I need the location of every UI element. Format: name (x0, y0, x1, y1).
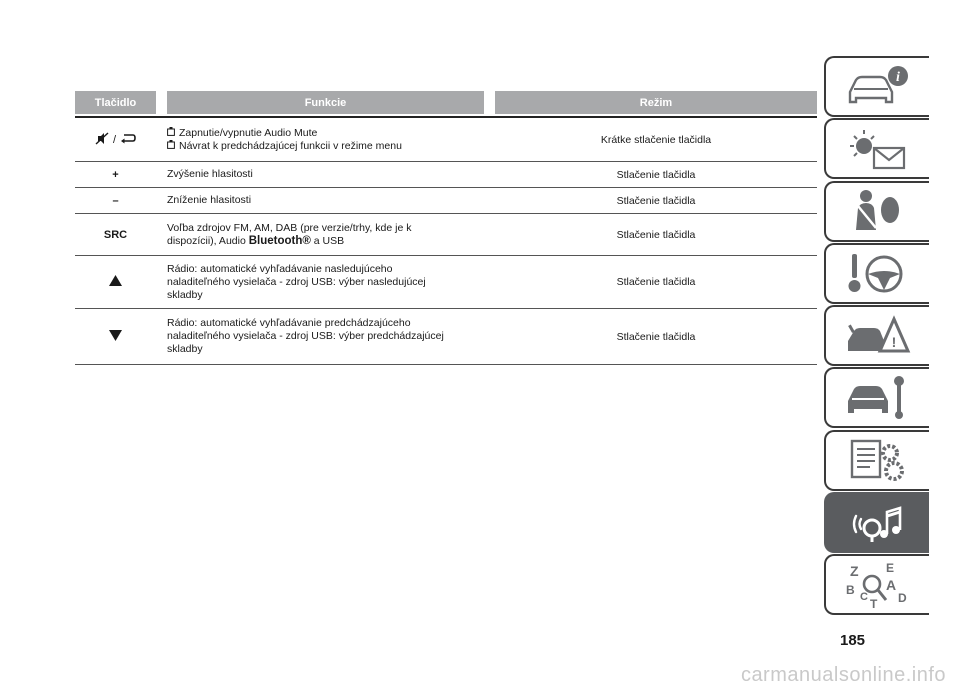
mute-icon (95, 132, 109, 148)
table-row (75, 309, 817, 365)
table-header (75, 91, 817, 114)
function-text: Rádio: automatické vyhľadávanie predchádzajúceho (167, 317, 411, 329)
svg-text:E: E (885, 560, 894, 575)
tab-index[interactable] (824, 554, 929, 615)
table-row (75, 214, 817, 256)
functions-cell (156, 222, 484, 248)
functions-cell: Zníženie hlasitosti (167, 194, 252, 206)
svg-text:B: B (845, 582, 855, 597)
tab-safety[interactable] (824, 181, 929, 242)
mode-cell: Krátke stlačenie tlačidla (600, 133, 712, 146)
chapter-tabs (824, 56, 930, 617)
triangle-up-icon (109, 275, 122, 289)
mode-cell: Stlačenie tlačidla (616, 228, 696, 241)
key-cell: + (112, 168, 119, 181)
accident-warning-icon (842, 311, 914, 361)
car-info-icon (842, 62, 914, 112)
functions-cell (156, 127, 484, 153)
table-row (75, 256, 817, 309)
function-text-line (167, 235, 484, 248)
key-cell: SRC (103, 228, 128, 241)
bluetooth-label: Bluetooth® (248, 234, 311, 247)
svg-text:!: ! (891, 333, 896, 350)
header-mode: Režim (495, 91, 817, 114)
function-text: Návrat k predchádzajúcej funkcii v režime menu (179, 139, 402, 152)
table-row (75, 162, 817, 188)
back-arrow-icon (120, 133, 136, 147)
key-cell (75, 330, 156, 344)
svg-text:A: A (885, 576, 896, 593)
svg-text:T: T (869, 596, 877, 610)
tab-maintenance[interactable] (824, 367, 929, 428)
function-text-tail: a USB (310, 234, 345, 247)
technical-data-icon (842, 435, 914, 485)
svg-text:C: C (859, 590, 868, 603)
controls-table (75, 91, 817, 365)
press-icon (167, 127, 175, 140)
seatbelt-airbag-icon (842, 186, 914, 236)
svg-text:D: D (897, 590, 907, 605)
key-cell: – (112, 194, 119, 207)
tab-emergency[interactable] (824, 305, 929, 366)
svg-text:Z: Z (849, 562, 859, 579)
watermark: carmanualsonline.info (740, 664, 946, 683)
function-text: Zapnutie/vypnutie Audio Mute (179, 126, 318, 139)
warning-light-message-icon (842, 124, 914, 174)
function-text: Voľba zdrojov FM, AM, DAB (pre verzie/trhy, kde je k (167, 221, 412, 234)
key-cell (75, 275, 156, 289)
tab-multimedia[interactable] (824, 492, 929, 553)
multimedia-icon (842, 498, 914, 548)
functions-cell (156, 317, 484, 356)
function-text: dispozícii), Audio (167, 234, 249, 247)
functions-cell (156, 263, 484, 302)
header-button: Tlačidlo (75, 91, 156, 114)
triangle-down-icon (109, 330, 122, 344)
header-functions: Funkcie (167, 91, 484, 114)
function-text: skladby (167, 343, 203, 355)
table-row (75, 188, 817, 214)
function-text: Rádio: automatické vyhľadávanie nasledujúceho (167, 262, 393, 275)
function-text: naladiteľného vysielača - zdroj USB: výber nasledujúcej (167, 275, 426, 288)
tab-warning-lights[interactable] (824, 118, 929, 179)
mode-cell: Stlačenie tlačidla (616, 330, 696, 343)
mode-cell: Stlačenie tlačidla (616, 276, 696, 288)
tab-technical-data[interactable] (824, 430, 929, 491)
table-row (75, 118, 817, 162)
press-icon (167, 140, 175, 153)
car-maintenance-icon (842, 373, 914, 423)
mode-cell: Stlačenie tlačidla (616, 194, 696, 207)
tab-starting-driving[interactable] (824, 243, 929, 304)
index-alphabet-icon (842, 560, 914, 610)
tab-car-info[interactable] (824, 56, 929, 117)
key-separator: / (112, 133, 117, 146)
key-cell (75, 132, 156, 148)
mode-cell: Stlačenie tlačidla (616, 168, 696, 181)
function-text: naladiteľného vysielača - zdroj USB: výber predchádzajúcej (167, 330, 444, 342)
functions-cell: Zvýšenie hlasitosti (167, 168, 253, 180)
svg-text:i: i (895, 69, 900, 85)
page-number: 185 (840, 632, 866, 649)
function-text: skladby (167, 288, 203, 301)
key-steering-wheel-icon (842, 248, 914, 298)
